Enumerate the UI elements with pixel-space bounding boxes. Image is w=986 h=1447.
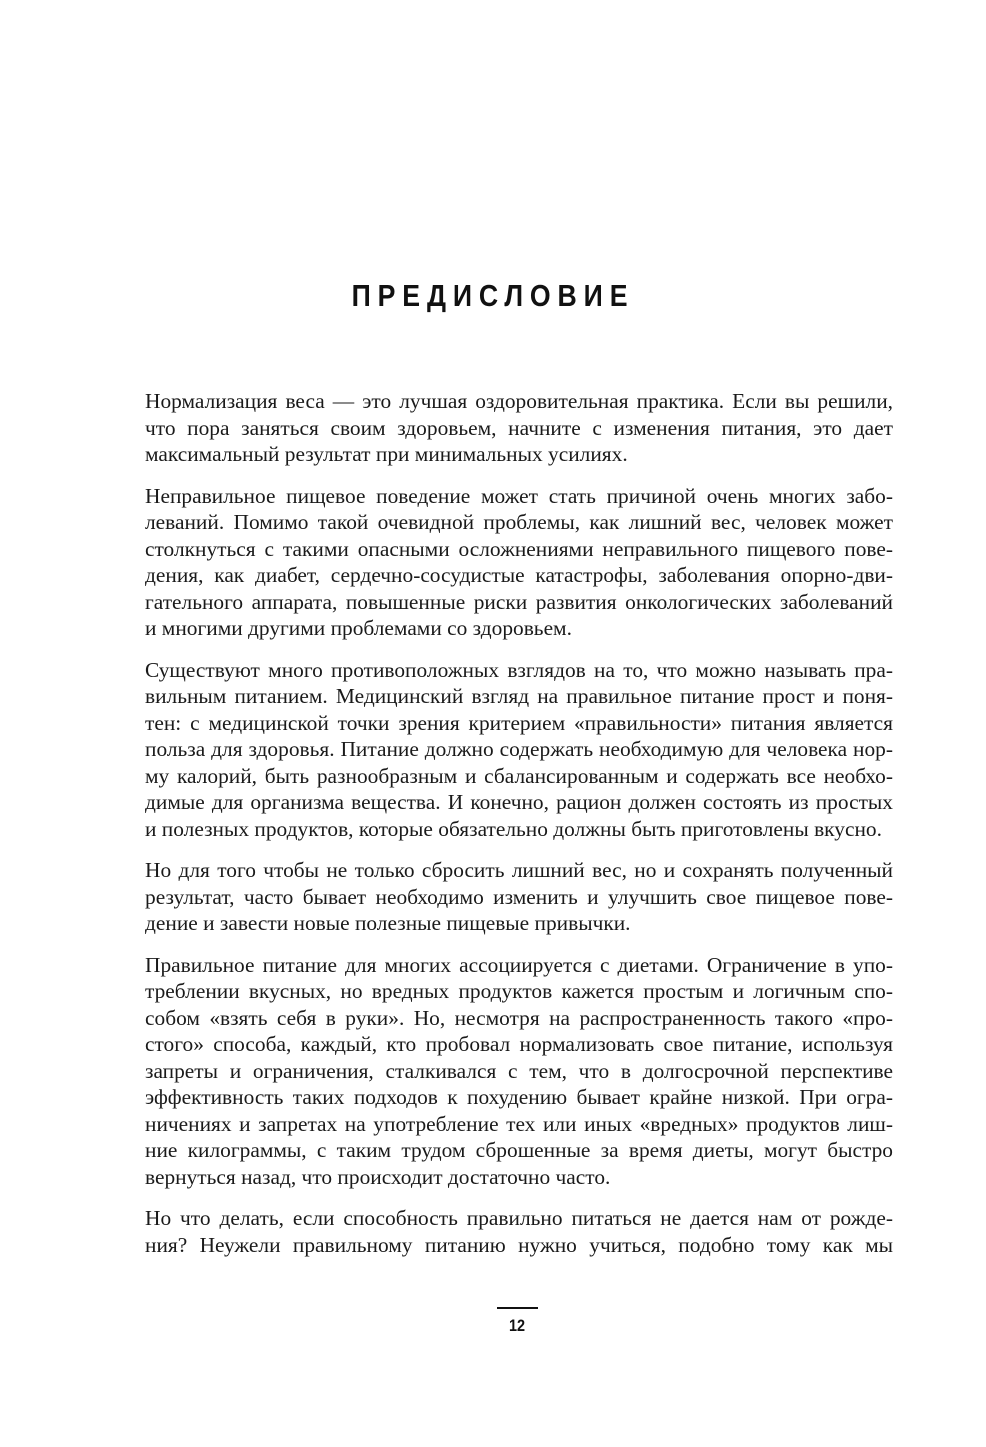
text-line: дение и завести новые полезные пищевые привычки. [145, 911, 631, 935]
text-line: собом «взять себя в руки». Но, несмотря на распространенность такого «про- [145, 1005, 893, 1030]
text-line: ничениях и запретах на употребление тех или иных «вредных» продуктов лиш- [145, 1111, 893, 1136]
text-line: и полезных продуктов, которые обязательно должны быть приготовлены вкусно. [145, 816, 882, 841]
text-line: дения, как диабет, сердечно-сосудистые катастрофы, заболевания опорно-дви- [145, 563, 893, 587]
text-line: Нормализация веса — это лучшая оздоровительная практика. Если вы решили, [145, 389, 893, 413]
text-line: му калорий, быть разнообразным и сбалансированным и содержать все необхо- [145, 763, 893, 788]
page-title: ПРЕДИСЛОВИЕ [351, 278, 635, 313]
text-line: Неправильное пищевое поведение может стать причиной очень многих забо- [145, 483, 893, 508]
text-line: что пора заняться своим здоровьем, начните с изменения питания, это дает [145, 415, 893, 440]
body-text [145, 388, 893, 1273]
text-line: и многими другими проблемами со здоровьем. [145, 616, 572, 640]
text-line: леваний. Помимо такой очевидной проблемы, как лишний вес, человек может [145, 510, 893, 534]
paragraph-6 [145, 1205, 893, 1258]
paragraph-2 [145, 483, 893, 642]
text-line: ние килограммы, с таким трудом сброшенные за время диеты, могут быстро [145, 1138, 893, 1162]
text-line: Существуют много противоположных взглядов на то, что можно называть пра- [145, 657, 893, 682]
text-line: стого» способа, каждый, кто пробовал нормализовать свое питание, используя [145, 1032, 893, 1056]
text-line: ния? Неужели правильному питанию нужно учиться, подобно тому как мы [145, 1232, 893, 1257]
paragraph-5 [145, 952, 893, 1191]
text-line: треблении вкусных, но вредных продуктов кажется простым и логичным спо- [145, 979, 893, 1003]
text-line: результат, часто бывает необходимо изменить и улучшить свое пищевое пове- [145, 884, 893, 909]
page-number: 12 [508, 1316, 526, 1335]
paragraph-1 [145, 388, 893, 468]
text-line: тен: с медицинской точки зрения критерием «правильности» питания является [145, 710, 893, 735]
text-line: вильным питанием. Медицинский взгляд на правильное питание прост и поня- [145, 684, 893, 708]
text-line: Но для того чтобы не только сбросить лишний вес, но и сохранять полученный [145, 858, 893, 882]
text-line: столкнуться с такими опасными осложнениями неправильного пищевого пове- [145, 536, 893, 561]
text-line: вернуться назад, что происходит достаточно часто. [145, 1164, 611, 1189]
text-line: эффективность таких подходов к похудению бывает крайне низкой. При огра- [145, 1085, 893, 1109]
footer-rule [497, 1307, 538, 1309]
text-line: гательного аппарата, повышенные риски развития онкологических заболеваний [145, 589, 893, 614]
text-line: польза для здоровья. Питание должно содержать необходимую для человека нор- [145, 737, 893, 761]
text-line: максимальный результат при минимальных усилиях. [145, 442, 628, 466]
paragraph-3 [145, 657, 893, 843]
text-line: Но что делать, если способность правильно питаться не дается нам от рожде- [145, 1206, 893, 1230]
paragraph-4 [145, 857, 893, 937]
text-line: димые для организма вещества. И конечно, рацион должен состоять из простых [145, 790, 893, 814]
text-line: Правильное питание для многих ассоциируется с диетами. Ограничение в упо- [145, 952, 893, 977]
text-line: запреты и ограничения, сталкивался с тем, что в долгосрочной перспективе [145, 1058, 893, 1083]
